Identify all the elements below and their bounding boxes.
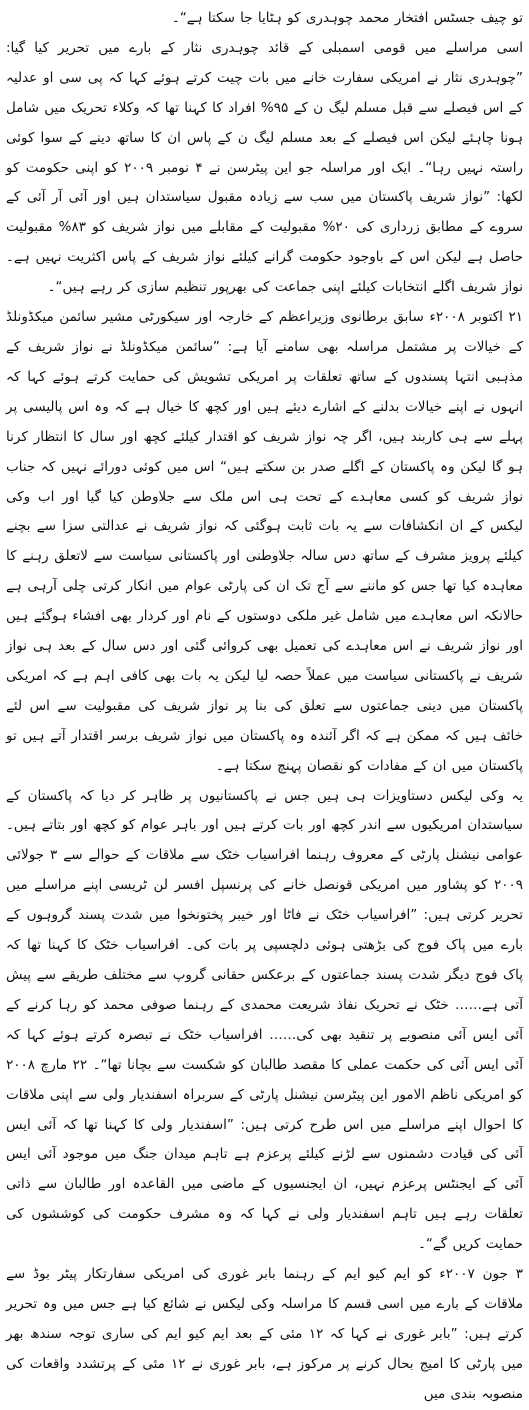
article-paragraph-4: یہ وکی لیکس دستاویزات ہی ہیں جس نے پاکستانیوں پر ظاہر کر دیا کہ پاکستان کے سیاستدان امریکیوں سے اندر کچھ اور بات کرتے ہیں اور باہر عوام کو کچھ اور بتاتے ہیں۔ عوامی نیشنل پارٹی کے معروف رہنما افراسیاب خٹک سے ملاقات کے حوالے سے ۳ جولائی ۲۰۰۹ کو پشاور میں امریکی قونصل خانے کی پرنسپل افسر لن ٹریسی اپنے مراسلے میں تحریر کرتی ہیں: ”افراسیاب خٹک نے فاٹا اور خیبر پختونخوا میں شدت پسند گروہوں کے بارے میں پاک فوج کی بڑھتی ہوئی دلچسپی پر بات کی۔ افراسیاب خٹک کا کہنا تھا کہ پاک فوج دیگر شدت پسند جماعتوں کے برعکس حقانی گروپ سے مختلف طریقے سے پیش آتی ہے…… خٹک نے تحریک نفاذ شریعت محمدی کے رہنما صوفی محمد کو رہا کرنے کے آئی ایس آئی منصوبے پر تنقید بھی کی…… افراسیاب خٹک نے تبصرہ کرتے ہوئے کہا کہ آئی ایس آئی کی حکمت عملی کا مقصد طالبان کو شکست سے بچانا تھا“۔ ۲۲ مارچ ۲۰۰۸ کو امریکی ناظم الامور این پیٹرسن نیشنل پارٹی کے سربراہ اسفندیار ولی سے اپنی ملاقات کا احوال اپنے مراسلے میں اس طرح کرتی ہیں: ”اسفندیار ولی کا کہنا تھا کہ آئی ایس آئی کی قیادت دشمنوں سے لڑنے کیلئے پرعزم ہے تاہم میدان جنگ میں موجود آئی ایس آئی کے ایجنٹس پرعزم نہیں، ان ایجنسیوں کے ماضی میں القاعدہ اور طالبان سے ذاتی تعلقات رہے ہیں تاہم اسفندیار ولی نے کہا کہ وہ مشرف حکومت کی کوششوں کی حمایت کریں گے“۔ xyxy=(6,787,523,1253)
article-paragraph-1: تو چیف جسٹس افتخار محمد چوہدری کو ہٹایا جا سکتا ہے“۔ xyxy=(171,10,523,26)
article-paragraph-5: ۳ جون ۲۰۰۷ء کو ایم کیو ایم کے رہنما بابر غوری کی امریکی سفارتکار پیٹر بوڈ سے ملاقات کے بارے میں اسی قسم کا مراسلہ وکی لیکس نے شائع کیا ہے جس میں وہ تحریر کرتے ہیں: ”بابر غوری نے کہا کہ ۱۲ مئی کے بعد ایم کیو ایم کی ساری توجہ سندھ بھر میں پارٹی کا امیج بحال کرنے پر مرکوز ہے، بابر غوری نے ۱۲ مئی کے پرتشدد واقعات کی منصوبہ بندی میں xyxy=(6,1266,523,1402)
article-paragraph-3: ۲۱ اکتوبر ۲۰۰۸ء سابق برطانوی وزیراعظم کے خارجہ اور سیکورٹی مشیر سائمن میکڈونلڈ کے خیالات پر مشتمل مراسلہ بھی سامنے آیا ہے: ”سائمن میکڈونلڈ نے نواز شریف کے مذہبی انتہا پسندوں کے ساتھ تعلقات پر امریکی تشویش کی حمایت کرتے ہوئے کہا کہ انہوں نے اپنے خیالات بدلنے کے اشارے دیئے ہیں اور کچھ کا خیال ہے کہ وہ اس پالیسی پر پہلے سے ہی کاربند ہیں، اگر چہ نواز شریف کو اقتدار کیلئے کچھ اور سال کا انتظار کرنا ہو گا لیکن وہ پاکستان کے اگلے صدر بن سکتے ہیں“ اس میں کوئی دورائے نہیں کہ جناب نواز شریف کو کسی معاہدے کے تحت ہی اس ملک سے جلاوطن کیا گیا اور اب وکی لیکس کے ان انکشافات سے یہ بات ثابت ہوگئی کہ نواز شریف نے عدالتی سزا سے بچنے کیلئے پرویز مشرف کے ساتھ دس سالہ جلاوطنی اور پاکستانی سیاست سے لاتعلق رہنے کا معاہدہ کیا تھا جس کو ماننے سے آج تک ان کی پارٹی عوام میں انکار کرتی چلی آرہی ہے حالانکہ اس معاہدے میں شامل غیر ملکی دوستوں کے نام اور کردار بھی افشاء ہوگئے ہیں اور نواز شریف نے اس معاہدے کی تعمیل بھی کروائی گئی اور دس سال کے بعد ہی نواز شریف نے پاکستانی سیاست میں عملاً حصہ لیا لیکن یہ بات بھی کافی اہم ہے کہ امریکی پاکستان میں دینی جماعتوں سے تعلق کی بنا پر نواز شریف کی مقبولیت سے اس لئے خائف ہیں کہ ممکن ہے کہ اگر آئندہ وہ پاکستان میں نواز شریف برسر اقتدار آتے ہیں تو پاکستان میں ان کے مفادات کو نقصان پہنچ سکتا ہے۔ xyxy=(6,309,523,774)
urdu-article xyxy=(6,4,523,1410)
article-paragraph-2: اسی مراسلے میں قومی اسمبلی کے قائد چوہدری نثار کے بارے میں تحریر کیا گیا: ”چوہدری نثار نے امریکی سفارت خانے میں بات چیت کرتے ہوئے کہا کہ پی سی او عدلیہ کے اس فیصلے سے قبل مسلم لیگ ن کے ۹۵% افراد کا کہنا تھا کہ وکلاء تحریک میں شامل ہونا چاہئے لیکن اس فیصلے کے بعد مسلم لیگ ن کے پاس ان کا ساتھ دینے کے سوا کوئی راستہ نہیں رہا“۔ ایک اور مراسلہ جو این پیٹرسن نے ۴ نومبر ۲۰۰۹ کو اپنی حکومت کو لکھا: ”نواز شریف پاکستان میں سب سے زیادہ مقبول سیاستدان ہیں اور آئی آر آئی کے سروے کے مطابق زرداری کی ۲۰% مقبولیت کے مقابلے میں نواز شریف کو ۸۳% مقبولیت حاصل ہے لیکن اس کے باوجود حکومت گرانے کیلئے نواز شریف کے پاس اکثریت نہیں ہے۔ نواز شریف اگلے انتخابات کیلئے اپنی جماعت کی بھرپور تنظیم سازی کر رہے ہیں“۔ xyxy=(6,39,524,296)
